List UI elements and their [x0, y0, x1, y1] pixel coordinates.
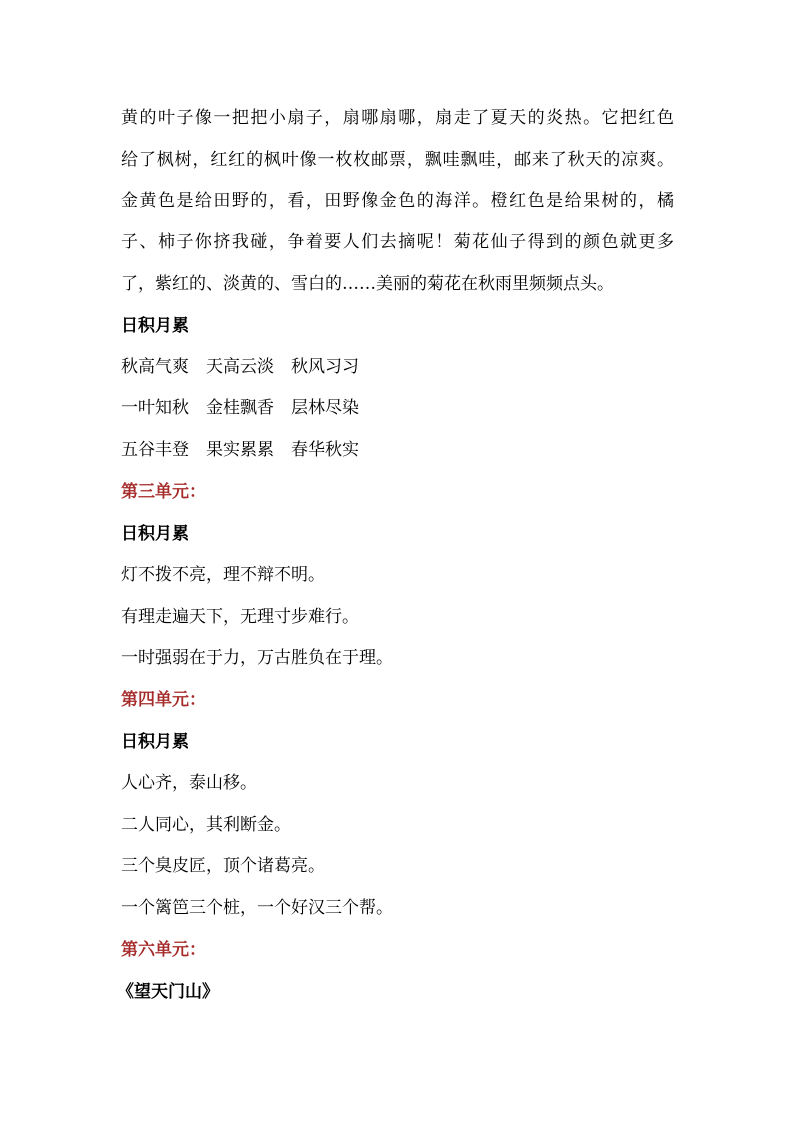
saying-line: 一时强弱在于力，万古胜负在于理。: [121, 648, 393, 668]
unit-title: 第六单元：: [121, 940, 206, 960]
paragraph-line: 给了枫树，红红的枫叶像一枚枚邮票，飘哇飘哇，邮来了秋天的凉爽。: [121, 150, 674, 170]
poem-title: 《望天门山》: [117, 982, 219, 1002]
saying-line: 一个篱笆三个桩，一个好汉三个帮。: [121, 898, 393, 918]
section-heading: 日积月累: [121, 316, 189, 336]
phrase-line: 秋高气爽 天高云淡 秋风习习: [121, 357, 359, 377]
unit-title: 第三单元：: [121, 482, 206, 502]
phrase-line: 五谷丰登 果实累累 春华秋实: [121, 440, 359, 460]
paragraph-line: 子、柿子你挤我碰，争着要人们去摘呢！菊花仙子得到的颜色就更多: [121, 232, 674, 252]
paragraph-line: 金黄色是给田野的，看，田野像金色的海洋。橙红色是给果树的，橘: [121, 191, 674, 211]
unit-title: 第四单元：: [121, 690, 206, 710]
saying-line: 灯不拨不亮，理不辩不明。: [121, 565, 325, 585]
section-heading: 日积月累: [121, 732, 189, 752]
paragraph-line: 黄的叶子像一把把小扇子，扇哪扇哪，扇走了夏天的炎热。它把红色: [121, 108, 674, 128]
saying-line: 有理走遍天下，无理寸步难行。: [121, 607, 359, 627]
paragraph-line: 了，紫红的、淡黄的、雪白的……美丽的菊花在秋雨里频频点头。: [121, 274, 614, 294]
section-heading: 日积月累: [121, 524, 189, 544]
saying-line: 二人同心，其利断金。: [121, 815, 291, 835]
saying-line: 三个臭皮匠，顶个诸葛亮。: [121, 856, 325, 876]
saying-line: 人心齐，泰山移。: [121, 773, 257, 793]
phrase-line: 一叶知秋 金桂飘香 层林尽染: [121, 398, 359, 418]
